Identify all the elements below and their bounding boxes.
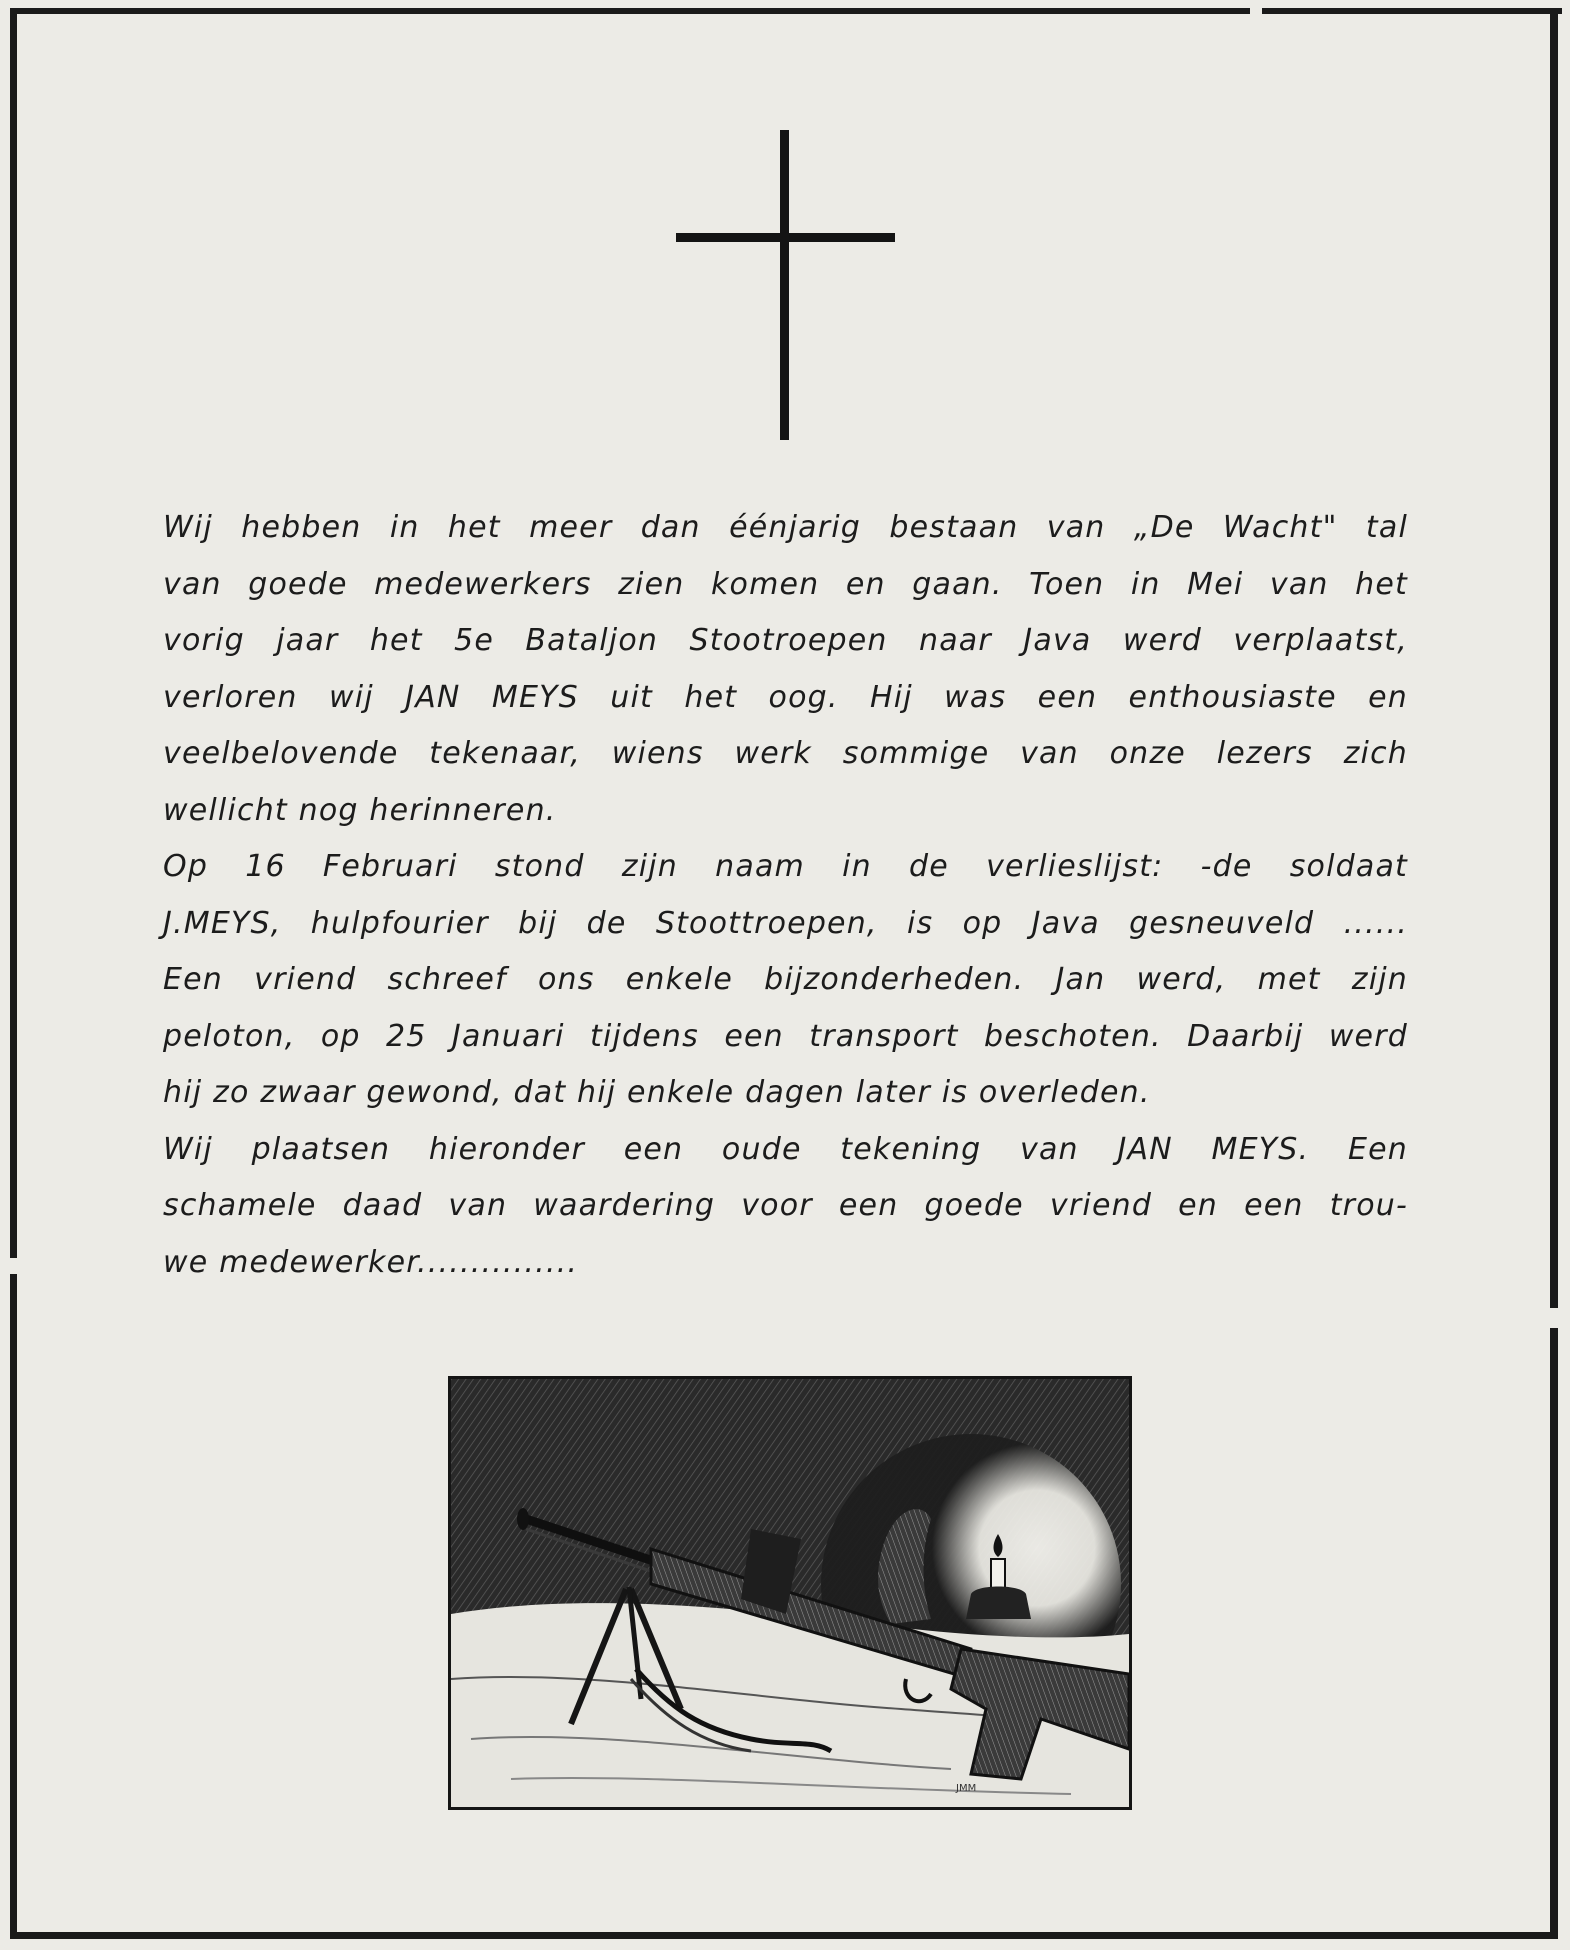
memorial-line: van goede medewerkers zien komen en gaan. Toen in Mei van het: [163, 566, 1408, 602]
memorial-line: schamele daad van waardering voor een goede vriend en een trou-: [163, 1188, 1408, 1223]
candle-holder: [966, 1587, 1031, 1620]
memorial-line: hij zo zwaar gewond, dat hij enkele dagen later is overleden.: [163, 1075, 1151, 1110]
frame-right-border: [1550, 8, 1558, 1938]
barrel-muzzle: [517, 1508, 529, 1530]
frame-bottom-border: [10, 1932, 1558, 1939]
artist-signature: JMM: [956, 1783, 977, 1794]
memorial-line: peloton, op 25 Januari tijdens een transport beschoten. Daarbij werd: [163, 1018, 1408, 1054]
memorial-line: J.MEYS, hulpfourier bij de Stoottroepen, is op Java gesneuveld ......: [163, 905, 1408, 941]
memorial-line: vorig jaar het 5e Bataljon Stootroepen naar Java werd verplaatst,: [163, 623, 1408, 658]
memorial-line: verloren wij JAN MEYS uit het oog. Hij was een enthousiaste en: [163, 679, 1408, 715]
drawing-svg: [451, 1379, 1129, 1807]
memorial-text: [163, 500, 1408, 1291]
cross-horizontal-bar: [676, 233, 895, 242]
machine-gun-drawing: [448, 1376, 1132, 1810]
cross-vertical-bar: [780, 130, 789, 440]
memorial-line: veelbelovende tekenaar, wiens werk sommige van onze lezers zich: [163, 736, 1408, 771]
frame-left-border: [10, 8, 17, 1938]
memorial-line: we medewerker...............: [163, 1244, 579, 1280]
frame-left-gap: [10, 1258, 17, 1274]
frame-top-border: [10, 8, 1562, 14]
memorial-line: Wij hebben in het meer dan éénjarig bestaan van „De Wacht" tal: [163, 510, 1408, 545]
frame-top-gap: [1250, 8, 1262, 14]
memorial-line: Op 16 Februari stond zijn naam in de verlieslijst: -de soldaat: [163, 849, 1408, 884]
memorial-line: Wij plaatsen hieronder een oude tekening van JAN MEYS. Een: [163, 1131, 1408, 1167]
frame-right-gap: [1550, 1308, 1558, 1328]
memorial-line: wellicht nog herinneren.: [163, 792, 557, 828]
memorial-line: Een vriend schreef ons enkele bijzonderheden. Jan werd, met zijn: [163, 962, 1408, 997]
